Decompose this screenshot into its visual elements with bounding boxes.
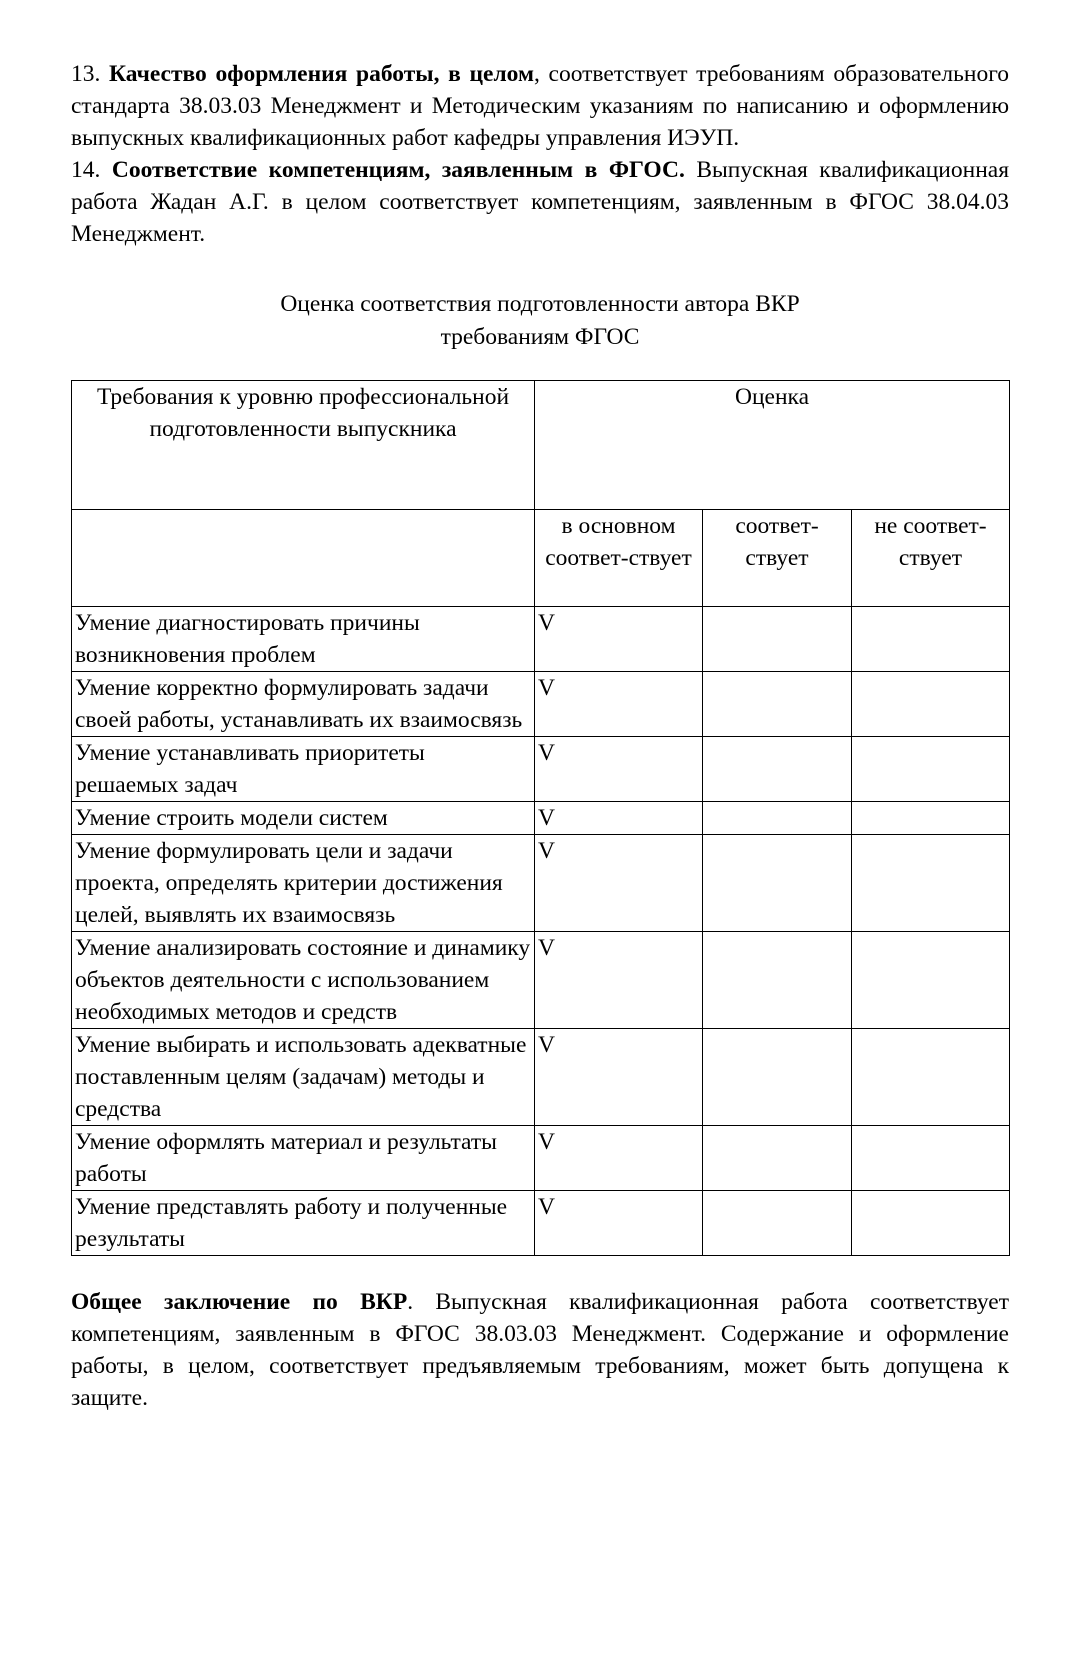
requirement-cell: Умение оформлять материал и результаты работы bbox=[72, 1126, 535, 1191]
mark-matches bbox=[703, 932, 852, 1029]
mark-matches bbox=[703, 672, 852, 737]
col-not-matches: не соответ-ствует bbox=[852, 510, 1010, 607]
requirement-cell: Умение диагностировать причины возникновения проблем bbox=[72, 607, 535, 672]
item-13-title: Качество оформления работы, в целом bbox=[109, 61, 534, 87]
table-subheader-row bbox=[72, 510, 1010, 607]
mark-mostly-matches: V bbox=[535, 835, 703, 932]
mark-not-matches bbox=[852, 607, 1010, 672]
mark-not-matches bbox=[852, 672, 1010, 737]
mark-mostly-matches: V bbox=[535, 737, 703, 802]
assessment-table bbox=[71, 380, 1010, 1256]
item-13-text: , соответствует требованиям образовательного стандарта 38.03.03 Менеджмент и Методическим указаниям по написанию и оформлению выпускных квалификационных работ кафедры управления ИЭУП. bbox=[71, 61, 1009, 151]
table-row bbox=[72, 835, 1010, 932]
mark-not-matches bbox=[852, 1191, 1010, 1256]
mark-matches bbox=[703, 1191, 852, 1256]
conclusion-paragraph bbox=[71, 1286, 1009, 1414]
caption-line-2: требованиям ФГОС bbox=[440, 324, 640, 350]
table-row bbox=[72, 672, 1010, 737]
item-13-paragraph bbox=[71, 58, 1009, 154]
table-row bbox=[72, 802, 1010, 835]
col-mostly-matches: в основном соответ-ствует bbox=[535, 510, 703, 607]
mark-matches bbox=[703, 802, 852, 835]
table-row bbox=[72, 932, 1010, 1029]
requirement-cell: Умение выбирать и использовать адекватные поставленным целям (задачам) методы и средства bbox=[72, 1029, 535, 1126]
requirement-cell: Умение формулировать цели и задачи проекта, определять критерии достижения целей, выявлять их взаимосвязь bbox=[72, 835, 535, 932]
table-row bbox=[72, 1029, 1010, 1126]
conclusion-text: . Выпускная квалификационная работа соответствует компетенциям, заявленным в ФГОС 38.03.03 Менеджмент. Содержание и оформление работы, в целом, соответствует предъявляемым требованиям, может быть допущена к защите. bbox=[71, 1289, 1010, 1411]
item-14-paragraph bbox=[71, 154, 1009, 250]
table-caption bbox=[71, 288, 1009, 354]
mark-mostly-matches: V bbox=[535, 1191, 703, 1256]
mark-mostly-matches: V bbox=[535, 802, 703, 835]
mark-matches bbox=[703, 737, 852, 802]
requirement-cell: Умение строить модели систем bbox=[72, 802, 535, 835]
item-14-text: Выпускная квалификационная работа Жадан А.Г. в целом соответствует компетенциям, заявленным в ФГОС 38.04.03 Менеджмент. bbox=[71, 157, 1010, 247]
item-13-number: 13. bbox=[71, 61, 101, 87]
mark-not-matches bbox=[852, 932, 1010, 1029]
item-14-number: 14. bbox=[71, 157, 101, 183]
conclusion-title: Общее заключение по ВКР bbox=[71, 1289, 408, 1315]
table-row bbox=[72, 1191, 1010, 1256]
caption-line-1: Оценка соответствия подготовленности автора ВКР bbox=[280, 291, 800, 317]
requirement-cell: Умение анализировать состояние и динамику объектов деятельности с использованием необходимых методов и средств bbox=[72, 932, 535, 1029]
mark-matches bbox=[703, 835, 852, 932]
mark-not-matches bbox=[852, 1029, 1010, 1126]
table-row bbox=[72, 737, 1010, 802]
item-14-title: Соответствие компетенциям, заявленным в ФГОС. bbox=[111, 157, 685, 183]
mark-matches bbox=[703, 1029, 852, 1126]
requirement-cell: Умение корректно формулировать задачи своей работы, устанавливать их взаимосвязь bbox=[72, 672, 535, 737]
mark-not-matches bbox=[852, 835, 1010, 932]
mark-matches bbox=[703, 1126, 852, 1191]
mark-not-matches bbox=[852, 737, 1010, 802]
mark-not-matches bbox=[852, 1126, 1010, 1191]
mark-mostly-matches: V bbox=[535, 672, 703, 737]
requirement-cell: Умение устанавливать приоритеты решаемых задач bbox=[72, 737, 535, 802]
col-matches: соответ-ствует bbox=[703, 510, 852, 607]
empty-subheader-cell bbox=[72, 510, 535, 607]
mark-mostly-matches: V bbox=[535, 607, 703, 672]
score-header: Оценка bbox=[535, 381, 1010, 510]
table-header-row bbox=[72, 381, 1010, 510]
requirements-header: Требования к уровню профессиональной подготовленности выпускника bbox=[72, 381, 535, 510]
mark-mostly-matches: V bbox=[535, 932, 703, 1029]
mark-not-matches bbox=[852, 802, 1010, 835]
table-row bbox=[72, 1126, 1010, 1191]
mark-mostly-matches: V bbox=[535, 1029, 703, 1126]
document-page bbox=[71, 58, 1009, 1414]
table-row bbox=[72, 607, 1010, 672]
mark-mostly-matches: V bbox=[535, 1126, 703, 1191]
requirement-cell: Умение представлять работу и полученные результаты bbox=[72, 1191, 535, 1256]
table-body bbox=[72, 607, 1010, 1256]
mark-matches bbox=[703, 607, 852, 672]
